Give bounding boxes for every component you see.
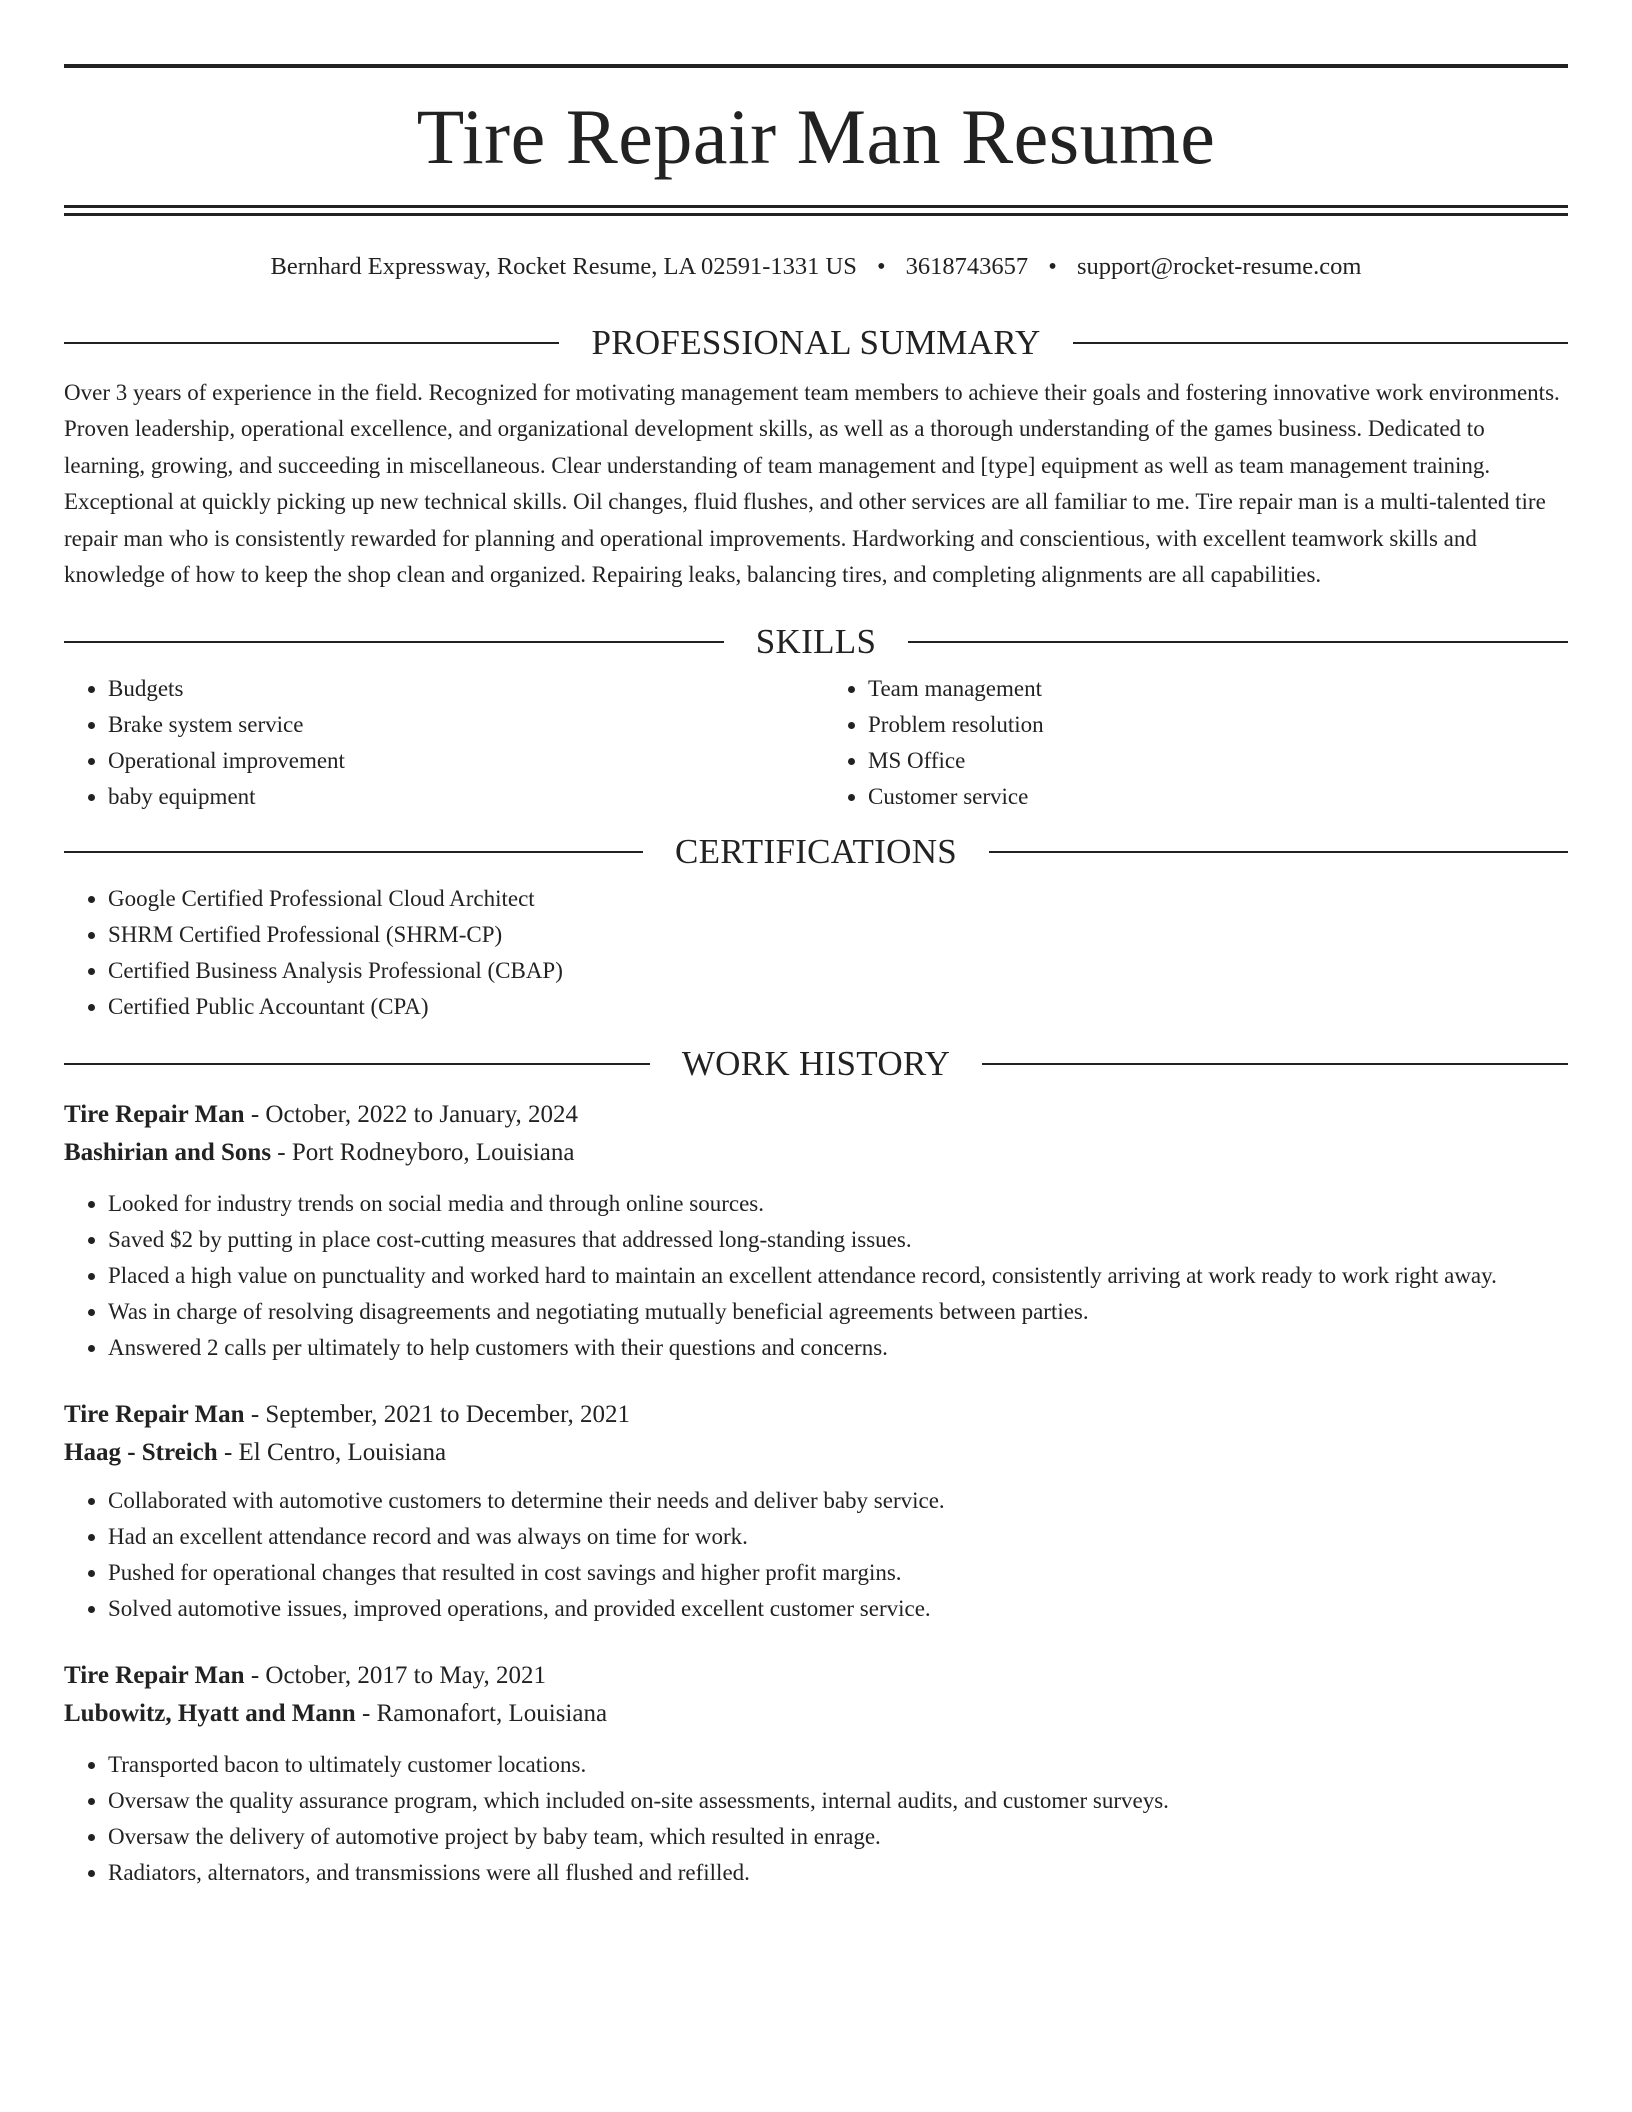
job-bullet: • Oversaw the delivery of automotive project by baby team, which resulted in enrage.	[108, 1819, 1568, 1855]
certifications-list	[64, 881, 1568, 1025]
contact-separator: •	[1048, 253, 1057, 280]
job-dates: - October, 2017 to May, 2021	[244, 1662, 547, 1690]
job-company-line	[64, 1434, 1568, 1472]
certification-item: • Certified Business Analysis Professional (CBAP)	[108, 953, 1568, 989]
contact-line	[64, 252, 1568, 282]
skill-item: • Budgets	[108, 671, 816, 707]
job-bullet: • Placed a high value on punctuality and worked hard to maintain an excellent attendance record, consistently arriving at work ready to work right away.	[108, 1258, 1568, 1294]
job-company-line	[64, 1695, 1568, 1733]
job-title: Tire Repair Man	[64, 1401, 245, 1429]
divider-line	[64, 1063, 650, 1065]
job-bullet: • Saved $2 by putting in place cost-cutting measures that addressed long-standing issues.	[108, 1222, 1568, 1258]
certification-item: • SHRM Certified Professional (SHRM-CP)	[108, 917, 1568, 953]
certification-item: • Certified Public Accountant (CPA)	[108, 989, 1568, 1025]
divider-line	[64, 851, 643, 853]
skill-item: • baby equipment	[108, 779, 816, 815]
divider-line	[908, 641, 1568, 643]
resume-page	[64, 64, 1568, 1891]
skill-item: • MS Office	[868, 743, 1568, 779]
divider-line	[1073, 342, 1568, 344]
divider-line	[982, 1063, 1568, 1065]
job-title: Tire Repair Man	[64, 1662, 245, 1690]
job-bullet: • Solved automotive issues, improved operations, and provided excellent customer service.	[108, 1591, 1568, 1627]
skills-heading-label: SKILLS	[755, 622, 877, 662]
job-location: - Ramonafort, Louisiana	[355, 1700, 608, 1728]
job-title: Tire Repair Man	[64, 1101, 245, 1129]
resume-title: Tire Repair Man Resume	[416, 93, 1216, 180]
divider-line	[64, 641, 724, 643]
job-company: Lubowitz, Hyatt and Mann	[64, 1700, 356, 1728]
job-title-line	[64, 1657, 1568, 1695]
divider-line	[989, 851, 1568, 853]
job-bullet: • Pushed for operational changes that resulted in cost savings and higher profit margins.	[108, 1555, 1568, 1591]
skill-item: • Operational improvement	[108, 743, 816, 779]
job-dates: - October, 2022 to January, 2024	[244, 1101, 578, 1129]
contact-separator: •	[876, 253, 886, 280]
job-bullet: • Oversaw the quality assurance program, which included on-site assessments, internal audits, and customer surveys.	[108, 1783, 1568, 1819]
divider-line	[64, 342, 559, 344]
job-entry	[64, 1396, 1568, 1627]
summary-heading	[64, 323, 1568, 363]
work-heading	[64, 1044, 1568, 1084]
job-entry	[64, 1657, 1568, 1891]
summary-heading-label: PROFESSIONAL SUMMARY	[591, 323, 1041, 362]
job-entry	[64, 1096, 1568, 1366]
job-bullet: • Had an excellent attendance record and was always on time for work.	[108, 1519, 1568, 1555]
job-bullets	[64, 1186, 1568, 1366]
skill-item: • Problem resolution	[868, 707, 1568, 743]
skills-heading	[64, 622, 1568, 662]
job-bullet: • Looked for industry trends on social media and through online sources.	[108, 1186, 1568, 1222]
skill-item: • Team management	[868, 671, 1568, 707]
certification-item: • Google Certified Professional Cloud Architect	[108, 881, 1568, 917]
contact-email: support@rocket-resume.com	[1076, 253, 1362, 280]
job-bullet: • Was in charge of resolving disagreements and negotiating mutually beneficial agreements between parties.	[108, 1294, 1568, 1330]
skill-item: • Customer service	[868, 779, 1568, 815]
job-bullet: • Radiators, alternators, and transmissions were all flushed and refilled.	[108, 1855, 1568, 1891]
job-dates: - September, 2021 to December, 2021	[244, 1401, 630, 1429]
summary-text: Over 3 years of experience in the field. Recognized for motivating management team members to achieve their goals and fostering innovative work environments. Proven leadership, operational excellence, and organizational development skills, as well as a thorough understanding of the games business. Dedicated to learning, growing, and succeeding in miscellaneous. Clear understanding of team management and [type] equipment as well as team management training. Exceptional at quickly picking up new technical skills. Oil changes, fluid flushes, and other services are all familiar to me. Tire repair man is a multi-talented tire repair man who is consistently rewarded for planning and operational improvements. Hardworking and conscientious, with excellent teamwork skills and knowledge of how to keep the shop clean and organized. Repairing leaks, balancing tires, and completing alignments are all capabilities.	[64, 380, 1560, 588]
job-company-line	[64, 1134, 1568, 1172]
job-location: - El Centro, Louisiana	[217, 1439, 447, 1467]
skills-column-right	[816, 671, 1568, 815]
work-heading-label: WORK HISTORY	[681, 1044, 951, 1084]
job-bullets	[64, 1747, 1568, 1891]
contact-address: Bernhard Expressway, Rocket Resume, LA 02591-1331 US	[270, 253, 857, 280]
contact-phone: 3618743657	[905, 253, 1029, 280]
job-title-line	[64, 1396, 1568, 1434]
job-bullet: • Transported bacon to ultimately customer locations.	[108, 1747, 1568, 1783]
job-company: Bashirian and Sons	[64, 1139, 272, 1167]
job-title-line	[64, 1096, 1568, 1134]
job-bullets	[64, 1483, 1568, 1627]
top-rule	[64, 64, 1568, 68]
skills-list	[64, 671, 1568, 815]
title-double-rule	[64, 205, 1568, 216]
certifications-heading	[64, 832, 1568, 872]
skills-column-left	[64, 671, 816, 815]
job-company: Haag - Streich	[64, 1439, 218, 1467]
skill-item: • Brake system service	[108, 707, 816, 743]
job-bullet: • Collaborated with automotive customers to determine their needs and deliver baby service.	[108, 1483, 1568, 1519]
certifications-heading-label: CERTIFICATIONS	[674, 832, 958, 872]
job-location: - Port Rodneyboro, Louisiana	[271, 1139, 575, 1167]
job-bullet: • Answered 2 calls per ultimately to help customers with their questions and concerns.	[108, 1330, 1568, 1366]
